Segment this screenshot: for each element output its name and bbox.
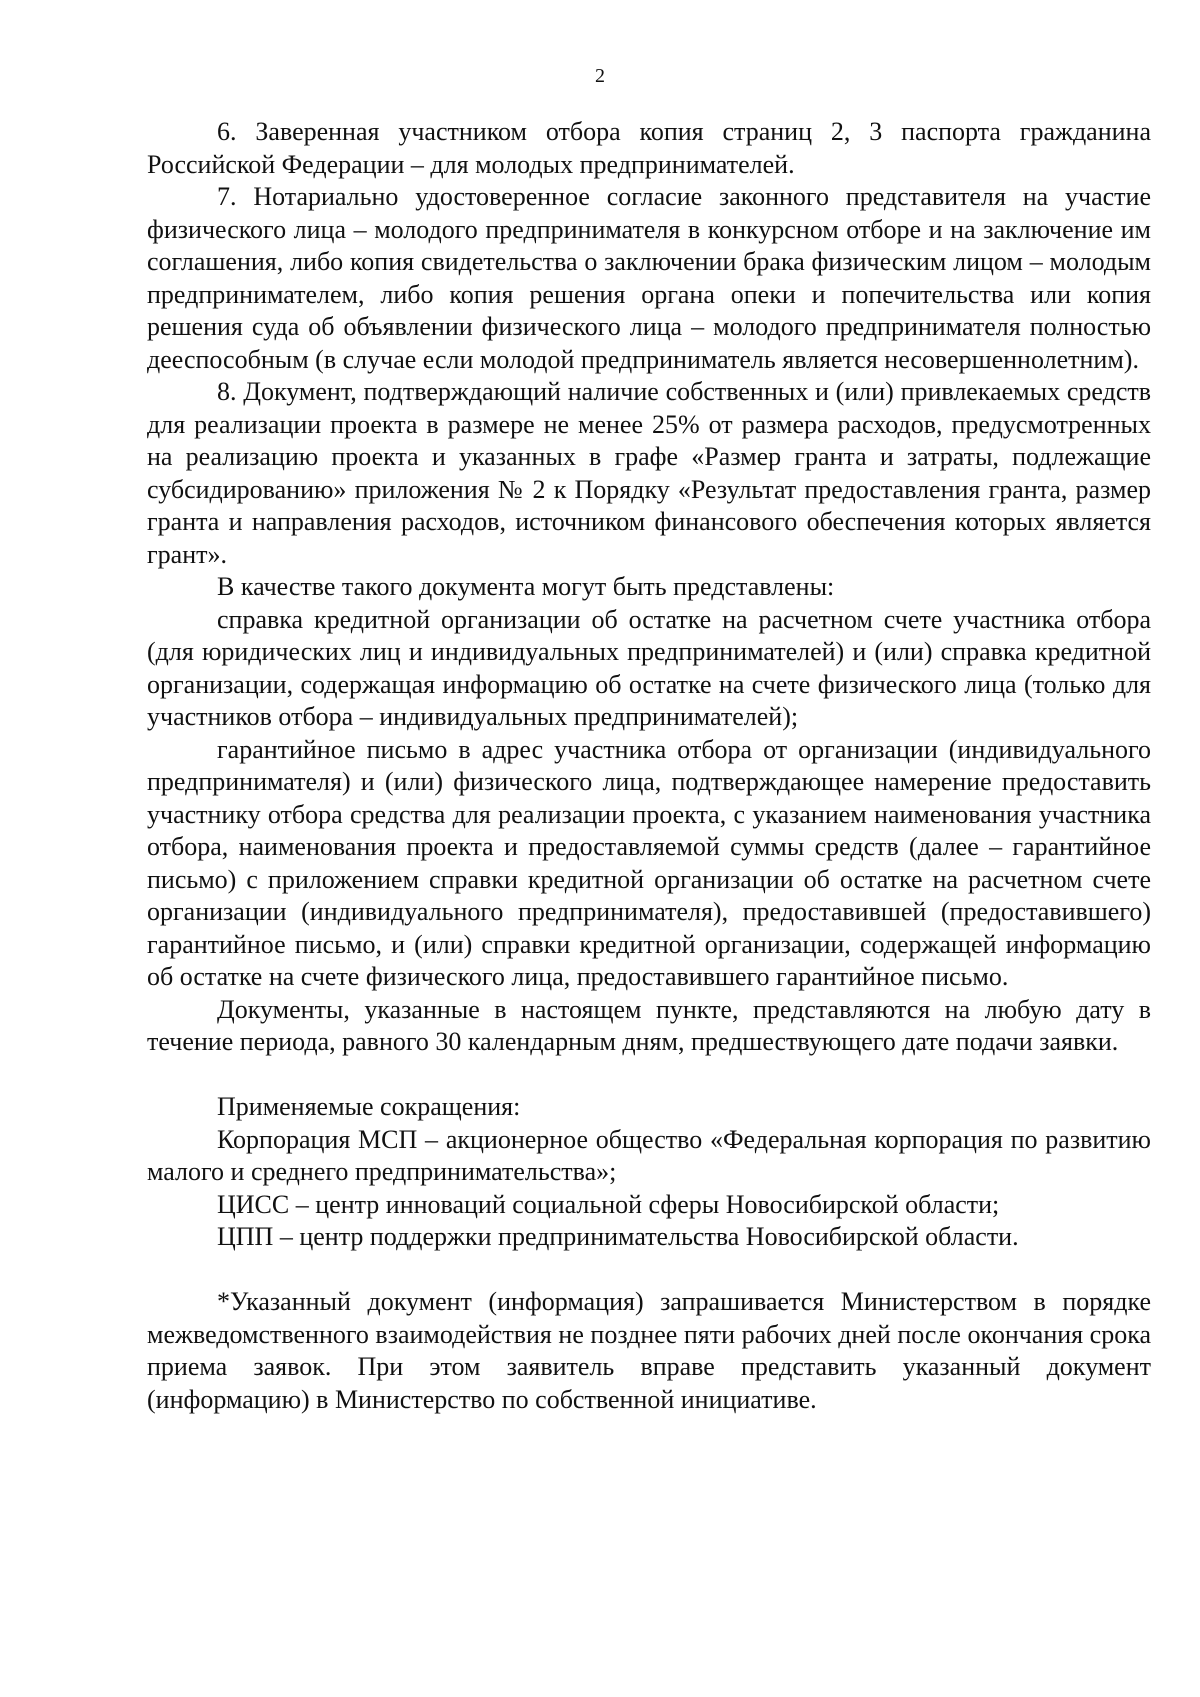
abbreviation-cpp: ЦПП – центр поддержки предпринимательства Новосибирской области. [217, 1222, 1019, 1251]
abbreviation-msp: Корпорация МСП – акционерное общество «Федеральная корпорация по развитию малого и среднего предпринимательства»; [147, 1124, 1151, 1186]
footnote: *Указанный документ (информация) запрашивается Министерством в порядке межведомственного взаимодействия не позднее пяти рабочих дней после окончания срока приема заявок. При этом заявитель вправе представить указанный документ (информацию) в Министерство по собственной инициативе. [147, 1287, 1151, 1414]
page-number: 2 [595, 65, 605, 87]
paragraph-documents-date: Документы, указанные в настоящем пункте, представляются на любую дату в течение периода, равного 30 календарным дням, предшествующего дате подачи заявки. [147, 994, 1151, 1056]
paragraph-guarantee-letter: гарантийное письмо в адрес участника отбора от организации (индивидуального предпринимателя) и (или) физического лица, подтверждающее намерение предоставить участнику отбора средства для реализации проекта, с указанием наименования участника отбора, наименования проекта и предоставляемой суммы средств (далее – гарантийное письмо) с приложением справки кредитной организации об остатке на расчетном счете организации (индивидуального предпринимателя), предоставившей (предоставившего) гарантийное письмо, и (или) справки кредитной организации, содержащей информацию об остатке на счете физического лица, предоставившего гарантийное письмо. [147, 734, 1151, 991]
paragraph-documents-intro: В качестве такого документа могут быть представлены: [217, 572, 835, 601]
section-gap [147, 1059, 1151, 1092]
document-body [147, 116, 1151, 1416]
paragraph-item-6: 6. Заверенная участником отбора копия страниц 2, 3 паспорта гражданина Российской Федерации – для молодых предпринимателей. [147, 117, 1151, 179]
abbreviations-heading: Применяемые сокращения: [217, 1092, 521, 1121]
abbreviation-ciss: ЦИСС – центр инноваций социальной сферы Новосибирской области; [217, 1189, 1000, 1219]
paragraph-bank-statement: справка кредитной организации об остатке на расчетном счете участника отбора (для юридических лиц и индивидуальных предпринимателей) и (или) справка кредитной организации, содержащая информацию об остатке на счете физического лица (только для участников отбора – индивидуальных предпринимателей); [147, 604, 1151, 731]
paragraph-item-7: 7. Нотариально удостоверенное согласие законного представителя на участие физического лица – молодого предпринимателя в конкурсном отборе и на заключение им соглашения, либо копия свидетельства о заключении брака физическим лицом – молодым предпринимателем, либо копия решения органа опеки и попечительства или копия решения суда об объявлении физического лица – молодого предпринимателя полностью дееспособным (в случае если молодой предприниматель является несовершеннолетним). [147, 182, 1151, 374]
section-gap [147, 1254, 1151, 1287]
paragraph-item-8: 8. Документ, подтверждающий наличие собственных и (или) привлекаемых средств для реализации проекта в размере не менее 25% от размера расходов, предусмотренных на реализацию проекта и указанных в графе «Размер гранта и затраты, подлежащие субсидированию» приложения № 2 к Порядку «Результат предоставления гранта, размер гранта и направления расходов, источником финансового обеспечения которых является грант». [147, 377, 1151, 569]
